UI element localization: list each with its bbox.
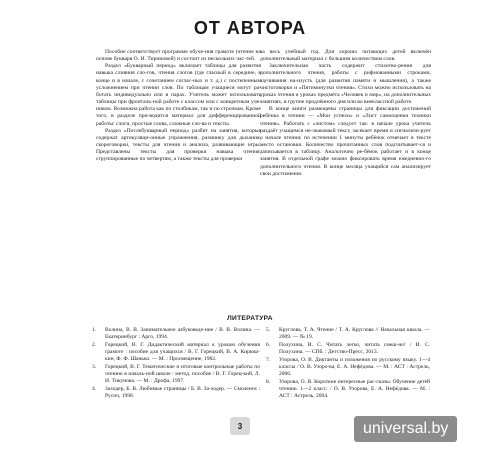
reference-item — [266, 379, 430, 400]
watermark: universal.by — [354, 416, 457, 442]
page-title: ОТ АВТОРА — [193, 18, 307, 38]
reference-number: 5. — [266, 327, 271, 333]
reference-text: Полухина, И. С. Читать легко, читать смеш-но! / И. С. Полухина. — СПб. : Детство-Пресс, 2013. — [279, 342, 430, 355]
literature-heading: ЛИТЕРАТУРА — [227, 315, 273, 322]
text-column-right — [260, 49, 431, 178]
reference-text: Узорова, О. В. Диктанты и изложения по русскому языку. 1—4 классы / О. В. Узоро-ва, Е. А. Нефёдова. — М. : АСТ : Астрель, 2006. — [279, 357, 430, 377]
reference-item — [92, 342, 260, 363]
paragraph: Раздел «Послебукварный период» разбит на занятия, которые содержат артикуляци-онные упражнения, разминку для дыхания, скороговорки, тексты для чтения и анализа, развивающие игры. Представлены тексты для проверки навыка чтения, сгруппированные по четвертям, а также тексты для проверки — [96, 127, 261, 163]
reference-number: 8. — [266, 379, 271, 385]
reference-number: 4. — [92, 386, 97, 392]
reference-number: 3. — [92, 364, 97, 370]
paragraph: Пособие соответствует программе обуче-ния грамоте (чтение на основе букваря О. И. Тириновой) и состоит из нескольких час-тей. — [96, 49, 261, 63]
reference-item — [266, 327, 430, 341]
reference-item — [266, 342, 430, 356]
page-number: 3 — [230, 417, 250, 435]
reference-text: Горецкий, В. Г. Дидактический материал к урокам обучения грамоте : пособие для учащихся / В. Г. Горецкий, В. А. Кирюш-кин, Ф. Ф. Шанько. — М. : Просвещение, 1982. — [105, 342, 260, 362]
reference-text: Горецкий, В. Г. Тематические и итоговые контрольные работы по чтению в началь-ной школе : метод. пособие / В. Г. Горец-кий, Л. И. Тикунова. — М. : Дрофа, 1997. — [105, 364, 260, 384]
reference-text: Круглова, Т. А. Чтение / Т. А. Круглова // Начальная школа. — 2009. — № 19. — [279, 327, 430, 340]
reference-item — [266, 357, 430, 378]
reference-number: 7. — [266, 357, 271, 363]
references-list-left — [92, 327, 260, 401]
reference-number: 2. — [92, 342, 97, 348]
text-column-left — [96, 49, 261, 164]
references-list-right — [266, 327, 430, 401]
paragraph: за весь учебный год. Для хорошо читающих детей включён дополнительный материал с большим количеством слов. — [260, 49, 431, 63]
paragraph: Раздел «Букварный период» включает таблицы для развития навыка слияния сло-гов, чтения слогов (где гласный в середине, в конце и в начале, с сочетанием соглас-ных и т. д.) с постепенным усложнением при чтении слов. По таблицам учащиеся могут ра-ботать индивидуально или в парах. Учитель может использовать таблицы при фронталь-ной работе с классом или с конкретным уче-ником. Возможна работа как по столбикам, так и по строчкам. Кроме того, в разделе при-водится материал для дифференцированной работы: слоги, простые слова, сложные сло-ва и тексты. — [96, 63, 262, 127]
reference-item — [92, 327, 260, 341]
reference-text: Узорова, О. В. Короткие интересные рас-сказы. Обучение детей чтению. 1—2 класс: / О. В. Узорова, Е. А. Нефёдова. — М. : АСТ : Астрель, 2004. — [279, 379, 430, 399]
paragraph: В конце книги размещены страницы для фиксации достижений ребёнка в чтении — «Мои успехи» и «Лист самооценки техники чтения». Работать с «листом» следует так: в начале урока учитель раздаёт учащимся не-знакомый текст, засекает время и сигнализи-рует о начале чтения; по истечении 1 минуты ребёнок отмечает в тексте место остановки. Количество прочитанных слов подсчитывает-ся и записывается в таблицу. Аналогично ре-бёнок работает и в конце занятия. В отдельной графе можно фиксировать время ежедневно-го дополнительного чтения. В конце месяца учащийся сам анализирует свои достижения. — [260, 106, 431, 177]
paragraph: Заключительная часть содержит стихотво-рения для дополнительного чтения, работы с рифмованными строками, заучивания на-изусть (для развития памяти и мышления), а также чистоговорки и «Пятиминутки чтения». Стихи можно использовать на уроках чтения и уроках предмета «Человек и мир», на дополнительных занятиях, в группе продлённого дня или во внеклассной работе. — [260, 63, 431, 106]
reference-item — [92, 386, 260, 400]
reference-text: Волина, В. В. Занимательное азбуковеде-ние / В. В. Волина. — Екатеринбург : Арго, 1994. — [105, 327, 260, 340]
reference-number: 1. — [92, 327, 97, 333]
reference-text: Заходер, Б. В. Любимые страницы / Б. В. За-ходер. — Смоленск : Русич, 1998. — [105, 386, 260, 399]
reference-item — [92, 364, 260, 385]
reference-number: 6. — [266, 342, 271, 348]
